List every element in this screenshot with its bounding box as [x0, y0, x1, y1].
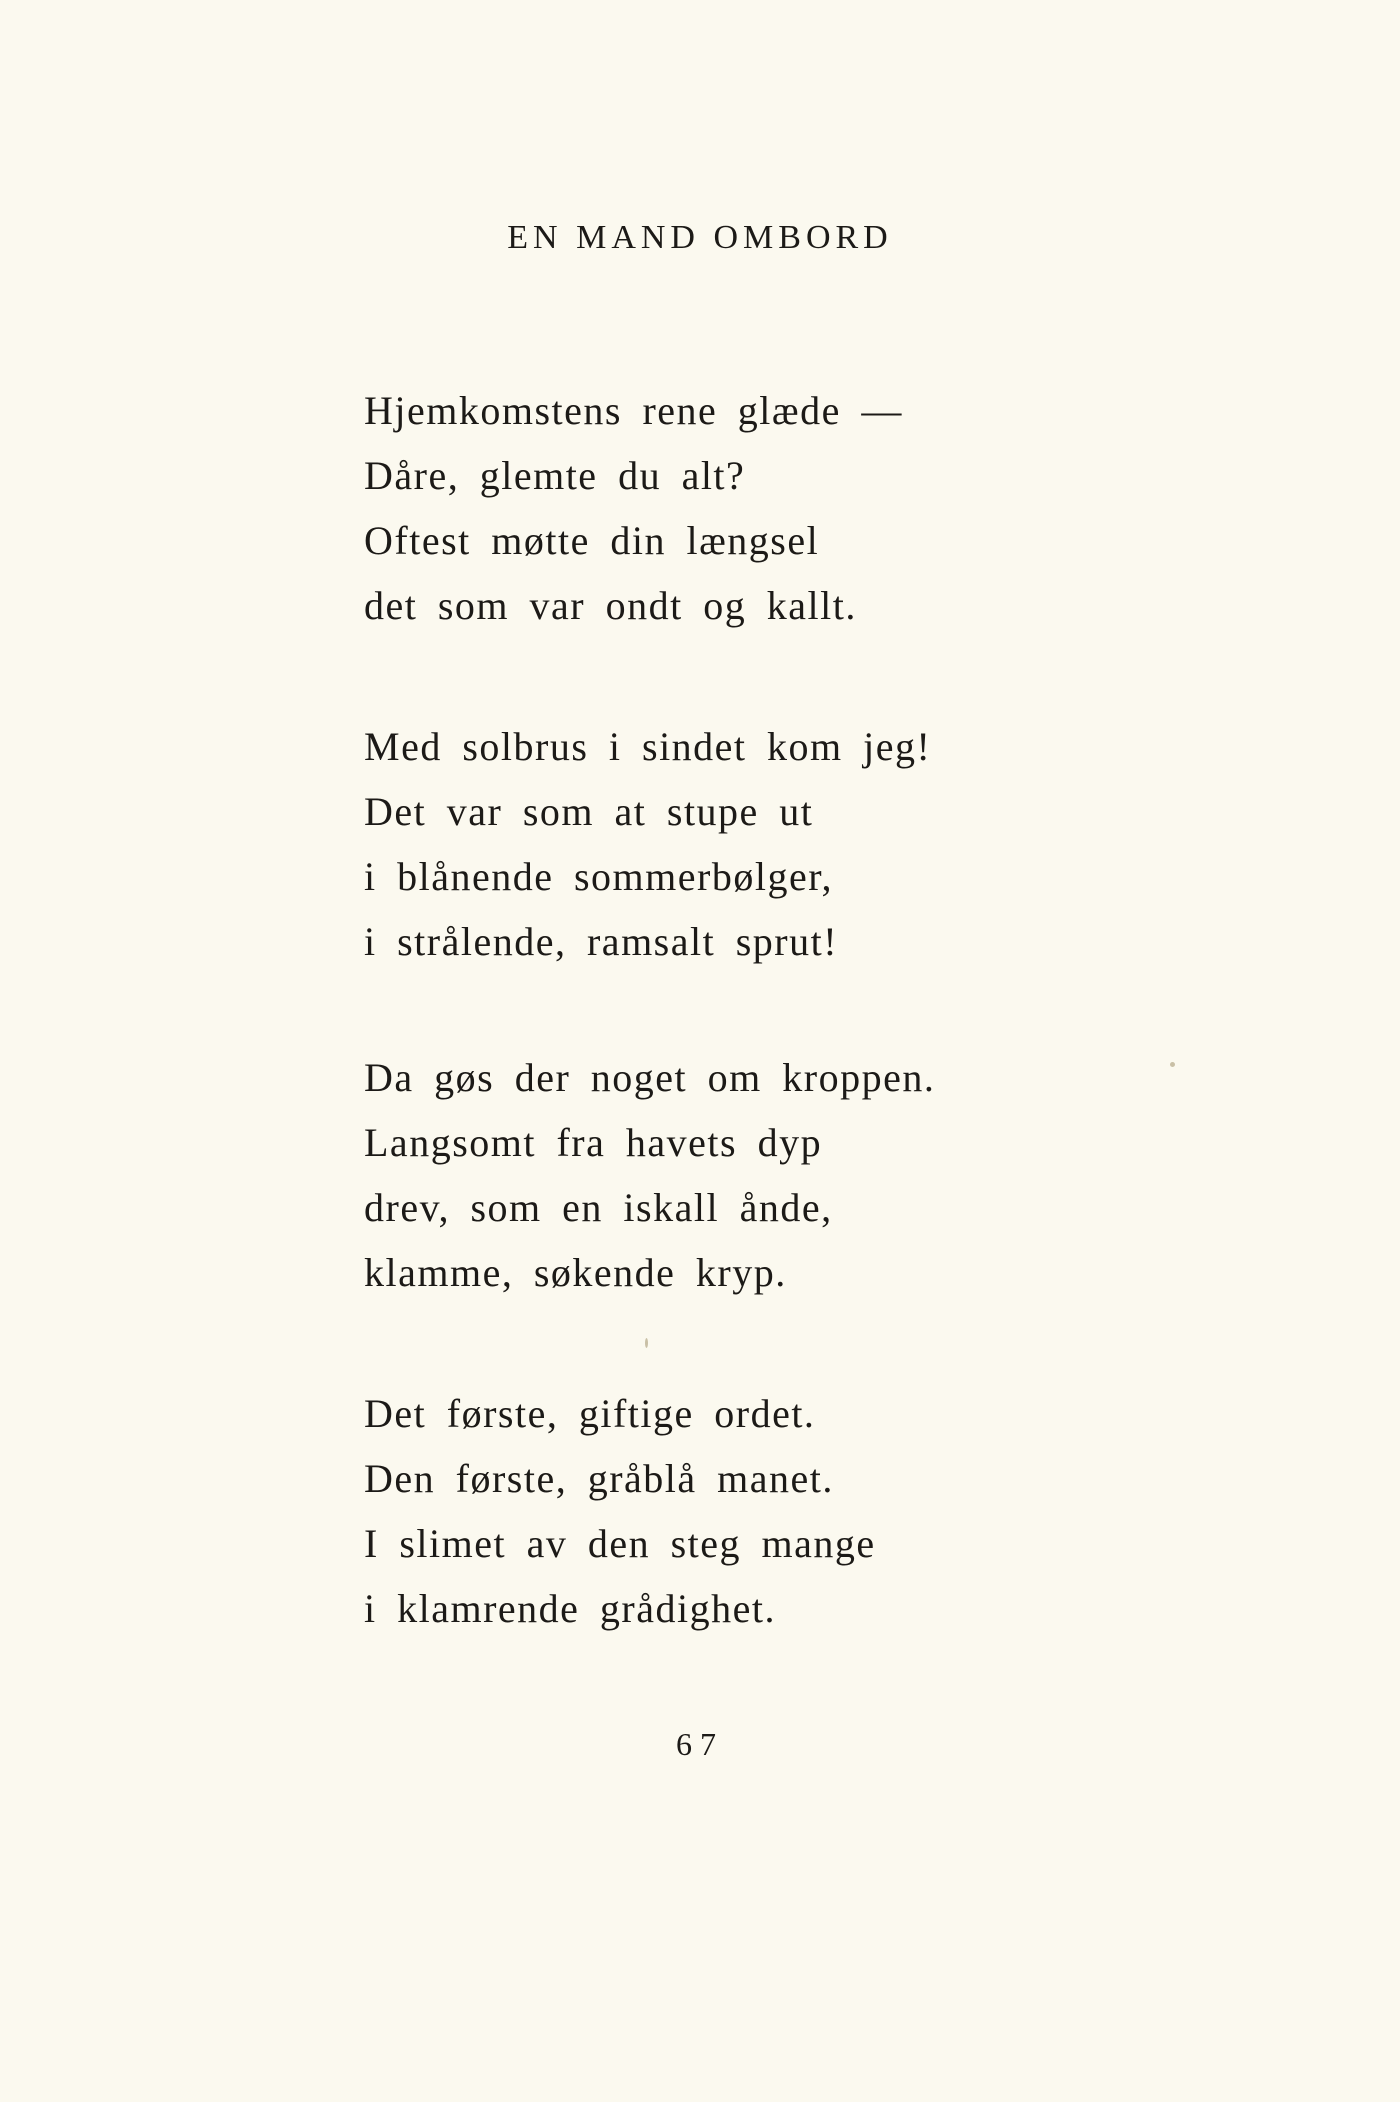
poem-line: Langsomt fra havets dyp — [364, 1120, 823, 1165]
poem-line: Dåre, glemte du alt? — [364, 453, 746, 498]
poem-line: Det første, giftige ordet. — [364, 1391, 816, 1436]
poem-line: Da gøs der noget om kroppen. — [364, 1055, 936, 1100]
poem-line: klamme, søkende kryp. — [364, 1250, 787, 1295]
paper-speck — [645, 1338, 648, 1348]
poem-line: det som var ondt og kallt. — [364, 583, 857, 628]
poem-line: Hjemkomstens rene glæde — — [364, 388, 903, 433]
poem-title: EN MAND OMBORD — [507, 219, 893, 256]
poem-line: Med solbrus i sindet kom jeg! — [364, 724, 932, 769]
page-number: 67 — [676, 1726, 724, 1762]
stanza-3 — [364, 1045, 935, 1305]
stanza-2 — [364, 714, 931, 974]
poem-line: i blånende sommerbølger, — [364, 854, 833, 899]
poem-line: I slimet av den steg mange — [364, 1521, 876, 1566]
stanza-1 — [364, 378, 903, 638]
poem-line: i klamrende grådighet. — [364, 1586, 776, 1631]
poem-line: i strålende, ramsalt sprut! — [364, 919, 839, 964]
paper-speck — [1170, 1062, 1175, 1067]
stanza-4 — [364, 1381, 876, 1641]
poem-line: drev, som en iskall ånde, — [364, 1185, 833, 1230]
poem-line: Det var som at stupe ut — [364, 789, 814, 834]
poem-line: Oftest møtte din længsel — [364, 518, 820, 563]
poem-line: Den første, gråblå manet. — [364, 1456, 834, 1501]
